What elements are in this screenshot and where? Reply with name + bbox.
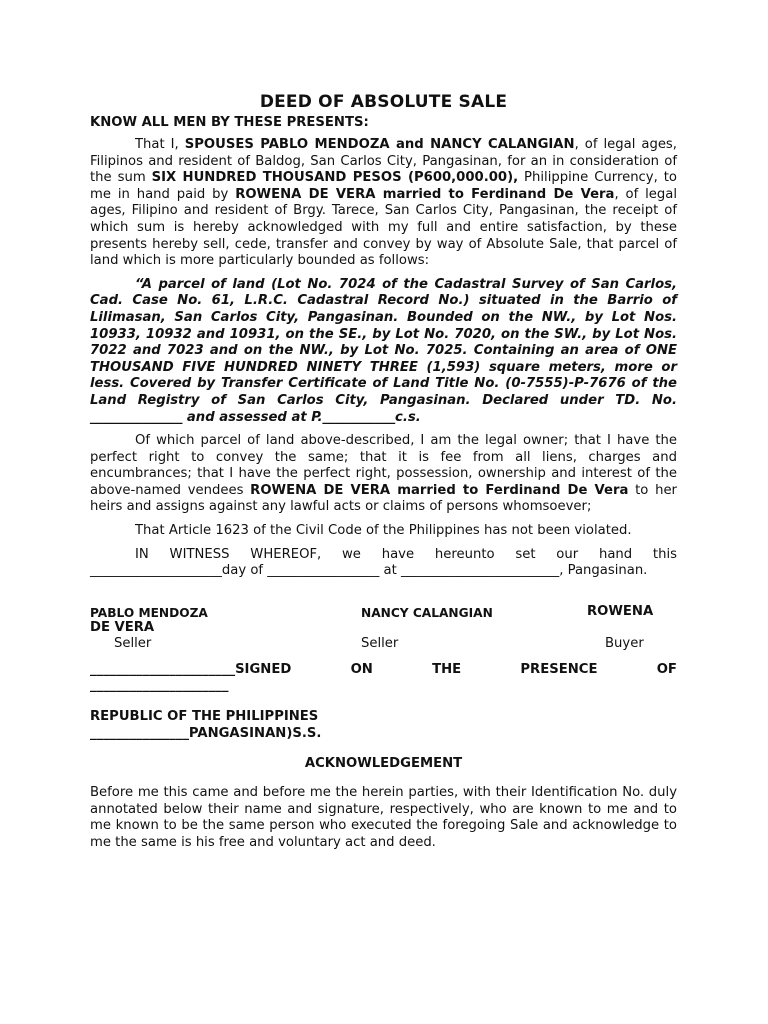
document-page: [90, 90, 677, 852]
signatories-block: [90, 602, 677, 652]
vendee-name: ROWENA DE VERA married to Ferdinand De Vera: [250, 482, 629, 498]
p1-text-d: , of legal ages, Filipino and resident of Brgy. Tarece, San Carlos City, Pangasinan, the receipt of which sum is hereby acknowledged with my full and entire satisfaction, by these presents hereby sell, cede, transfer and convey by way of Absolute Sale, that parcel of land which is more particularly bounded as follows:: [90, 186, 677, 269]
parcel-description: “A parcel of land (Lot No. 7024 of the Cadastral Survey of San Carlos, Cad. Case No. 61, L.R.C. Cadastral Record No.) situated in the Barrio of Lilimasan, San Carlos City, Pangasinan. Bounded on the NW., by Lot Nos. 10933, 10932 and 10931, on the SE., by Lot No. 7020, on the SW., by Lot Nos. 7022 and 7023 and on the NW., by Lot No. 7025. Containing an area of ONE THOUSAND FIVE HUNDRED NINETY THREE (1,593) square meters, more or less. Covered by Transfer Certificate of Land Title No. (0-7555)-P-7676 of the Land Registry of San Carlos City, Pangasinan. Declared under TD. No. ______________ and assessed at P.___________c.s.: [90, 276, 677, 425]
p2-text-b: to her heirs and assigns against any lawful acts or claims of persons whomsoever;: [90, 482, 677, 515]
paragraph-article-1623: That Article 1623 of the Civil Code of the Philippines has not been violated.: [135, 523, 632, 539]
p1-text-b: , of legal ages, Filipinos and resident of Baldog, San Carlos City, Pangasinan, for an in consideration of the sum: [90, 137, 677, 186]
signatory-3-name-part2: DE VERA: [90, 619, 155, 635]
signatory-2-role: Seller: [361, 635, 399, 651]
signatory-1-role: Seller: [114, 635, 152, 651]
signed-blank: ______________________SIGNED: [90, 661, 292, 677]
signatory-3-role: Buyer: [605, 635, 644, 651]
signatory-2-name: NANCY CALANGIAN: [361, 605, 493, 620]
know-all-men-heading: KNOW ALL MEN BY THESE PRESENTS:: [90, 115, 369, 130]
paragraph-ownership: [90, 433, 677, 516]
signatory-1-name: PABLO MENDOZA: [90, 605, 208, 620]
province-line: _______________PANGASINAN)S.S.: [90, 725, 322, 741]
p2-text-a: Of which parcel of land above-described, I am the legal owner; that I have the perfect right to convey the same; that it is fee from all liens, charges and encumbrances; that I have the perfect right, possession, ownership and interest of the above-named vendees: [90, 433, 677, 498]
p1-text-c: Philippine Currency, to me in hand paid by: [90, 170, 677, 202]
paragraph-in-witness: IN WITNESS WHEREOF, we have hereunto set our hand this ____________________day of _________________ at ________________________, Pangasinan.: [90, 546, 677, 579]
paragraph-sale-consideration: [90, 137, 677, 270]
p1-text-a: That I,: [135, 137, 185, 152]
venue-block: [90, 709, 677, 742]
acknowledgement-title: ACKNOWLEDGEMENT: [304, 756, 463, 772]
republic-line: REPUBLIC OF THE PHILIPPINES: [90, 709, 319, 725]
signatory-3-name-part1: ROWENA: [587, 603, 654, 619]
witness-blank: _____________________: [90, 678, 229, 694]
signed-word-on: ON: [350, 661, 373, 677]
signed-word-of: OF: [656, 661, 677, 677]
signed-in-presence-line: [90, 662, 677, 695]
sale-amount: SIX HUNDRED THOUSAND PESOS (P600,000.00),: [151, 170, 519, 186]
acknowledgement-body: Before me this came and before me the herein parties, with their Identification No. duly annotated below their name and signature, respectively, who are known to me and to me known to be the same person who executed the foregoing Sale and acknowledge to me the same is his free and voluntary act and deed.: [90, 785, 677, 850]
signed-word-the: THE: [432, 661, 462, 677]
buyer-name: ROWENA DE VERA married to Ferdinand De Vera: [235, 186, 615, 202]
seller-names: SPOUSES PABLO MENDOZA and NANCY CALANGIAN: [184, 137, 575, 152]
signed-word-presence: PRESENCE: [520, 661, 598, 677]
document-title: DEED OF ABSOLUTE SALE: [259, 92, 508, 112]
